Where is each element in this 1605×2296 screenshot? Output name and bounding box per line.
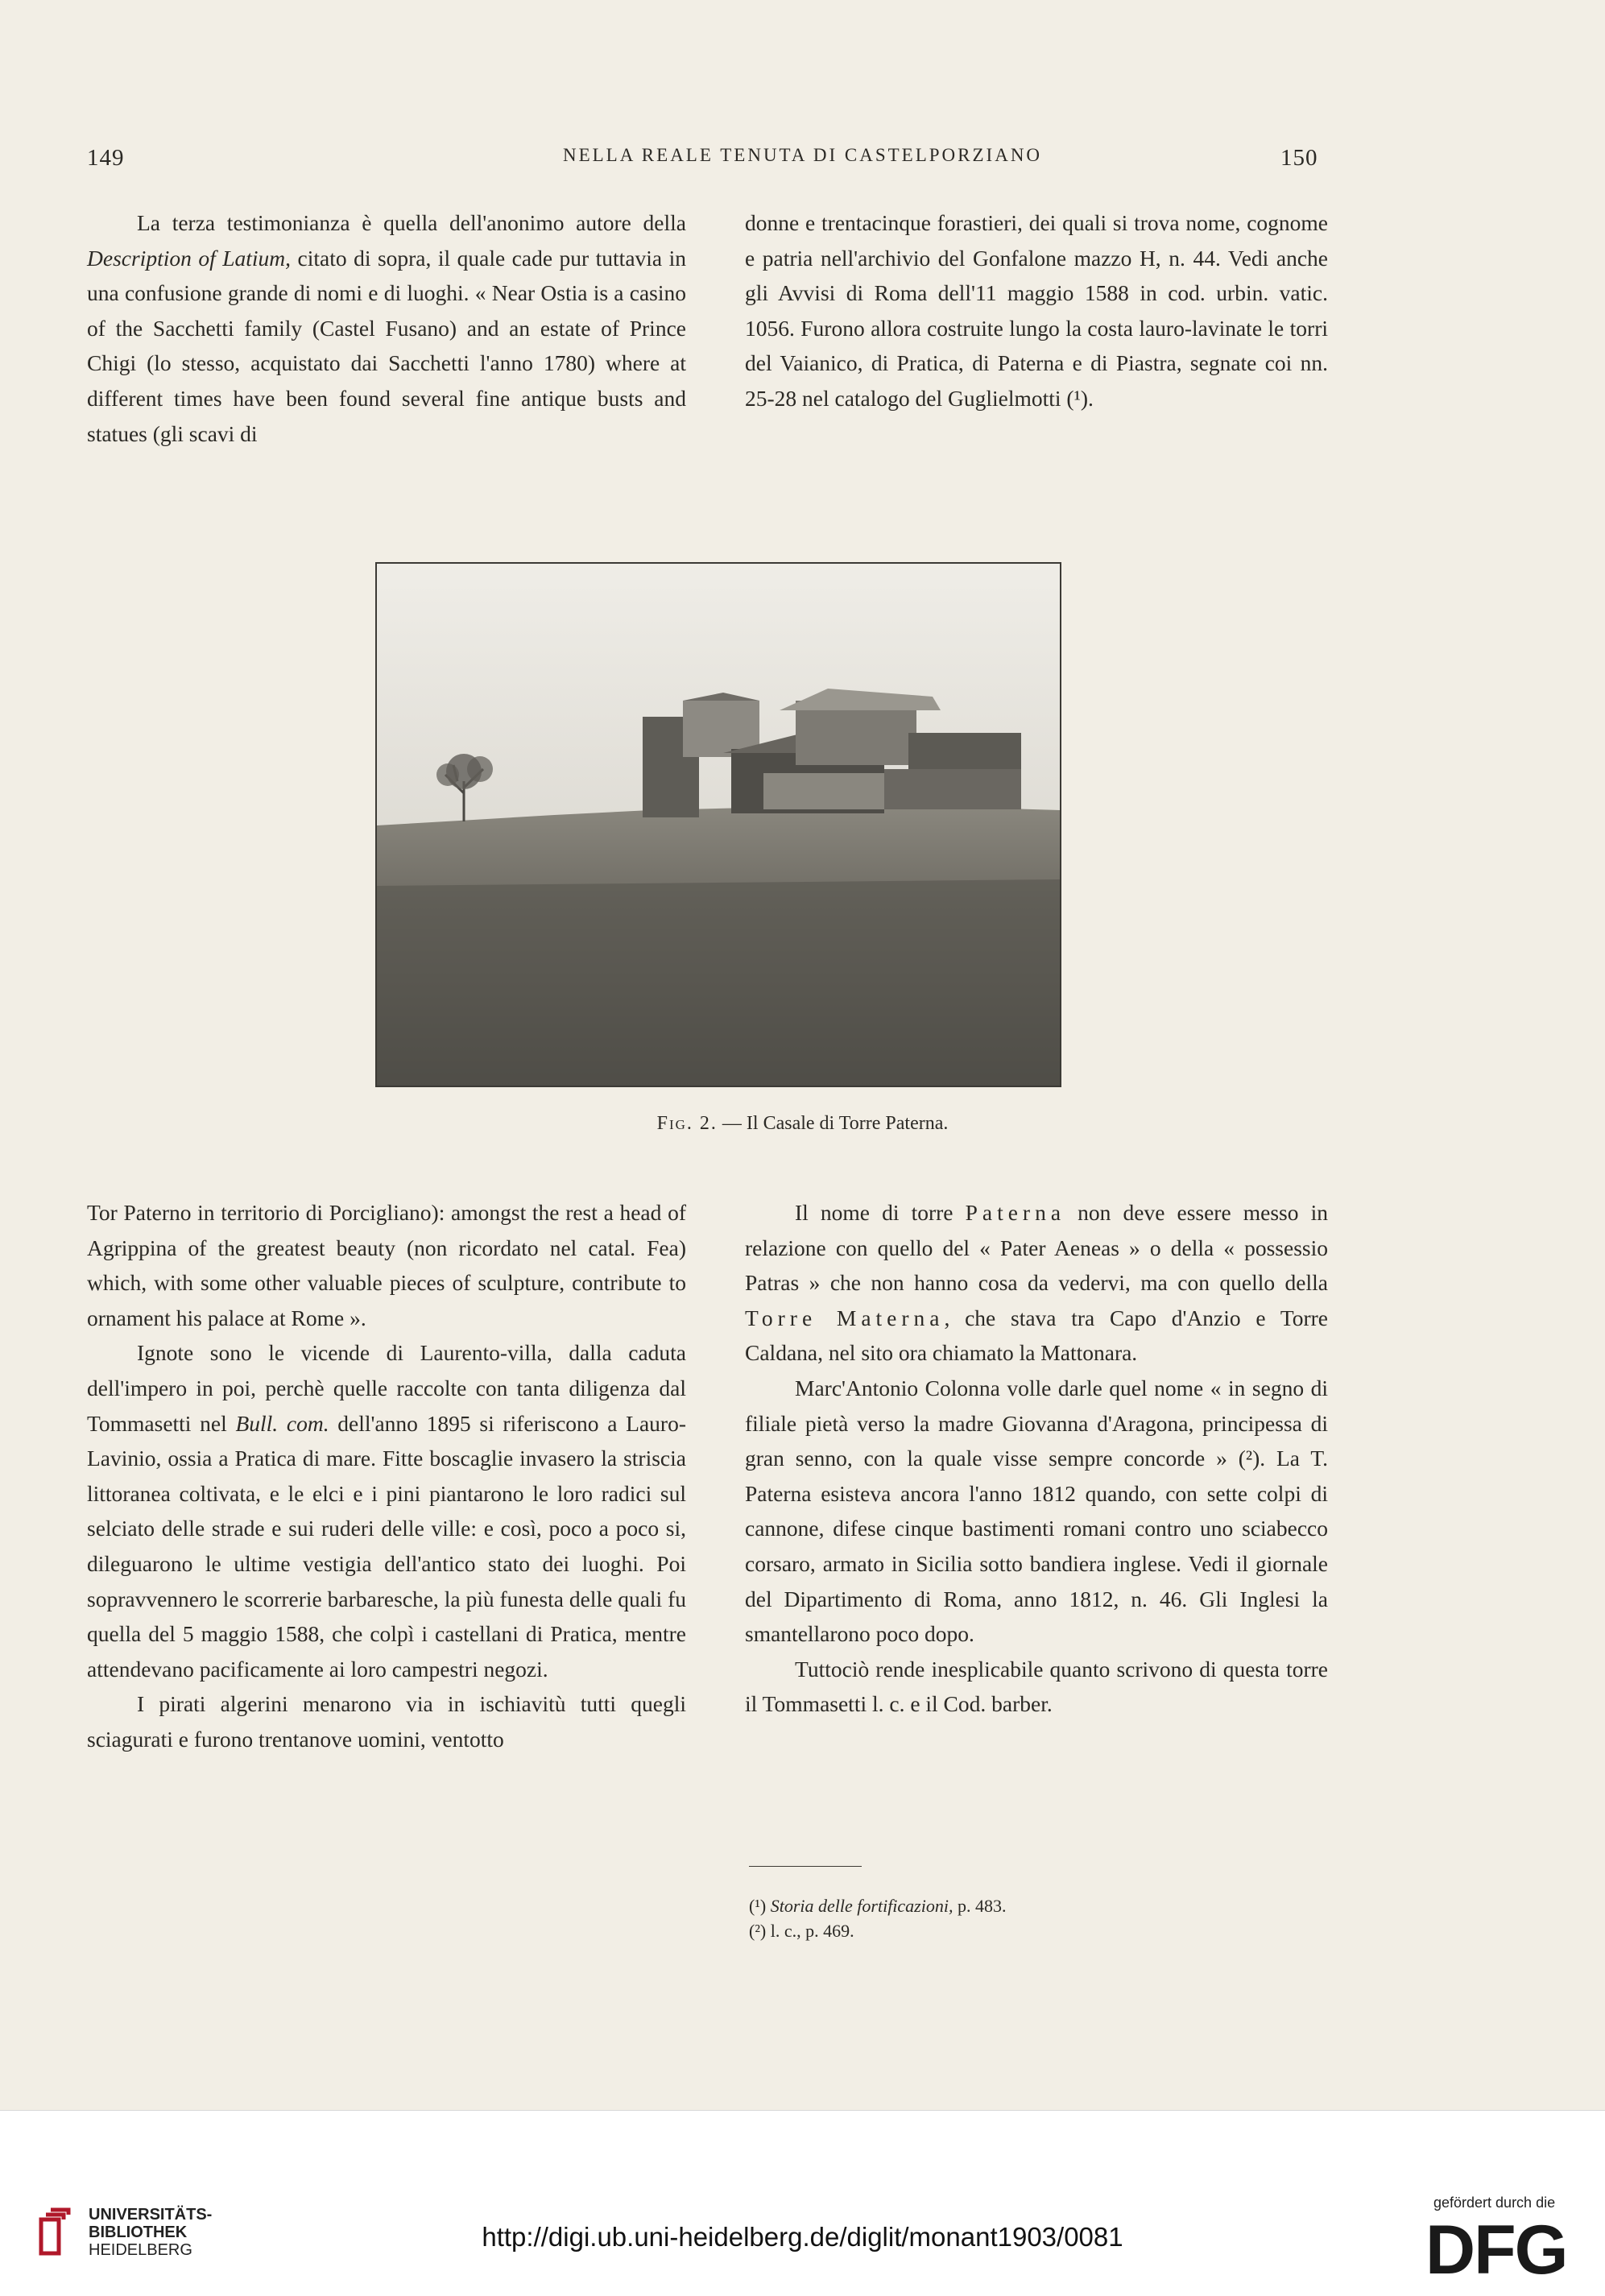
page-number-right: 150 (1280, 145, 1318, 171)
paragraph: Marc'Antonio Colonna volle darle quel nome « in segno di filiale pietà verso la madre Giovanna d'Aragona, principessa di gran senno, con la quale visse sempre concorde » (²). La T. Paterna esisteva ancora l'anno 1812 quando, con sette colpi di cannone, difese cinque bastimenti romani contro uno sciabecco corsaro, armato in Sicilia sotto bandiera inglese. Vedi il giornale del Dipartimento di Roma, anno 1812, n. 46. Gli Inglesi la smantellarono poco dopo. (745, 1375, 1328, 1647)
library-line: BIBLIOTHEK (89, 2224, 188, 2241)
library-line: HEIDELBERG (89, 2241, 192, 2259)
permalink-url[interactable]: http://digi.ub.uni-heidelberg.de/diglit/monant1903/0081 (482, 2222, 1123, 2252)
figure-label: Fig. 2. (656, 1113, 718, 1134)
footnote-rule (749, 1866, 862, 1867)
paragraph (745, 205, 1328, 416)
top-left-column (87, 205, 686, 451)
footnote-ref: (¹). (1066, 385, 1094, 411)
footnote-title: Storia delle fortificazioni, (770, 1896, 953, 1916)
footnote-text: p. 483. (953, 1896, 1007, 1916)
photograph-casale-torre-paterna (375, 562, 1061, 1087)
paragraph: Tuttociò rende inesplicabile quanto scrivono di questa torre il Tommasetti l. c. e il Cod. barber. (745, 1656, 1328, 1717)
text-run: citato di sopra, il quale cade pur tuttavia in una confusione grande di nomi e di luoghi. « Near Ostia is a casino of the Sacchetti family (Castel Fusano) and an estate of Prince Chigi (lo stesso, acquistato dai Sacchetti l'anno 1780) where at different times have been found several fine antique busts and statues (gli scavi di (87, 245, 686, 446)
spaced-name: Torre Materna (745, 1305, 945, 1330)
figure-caption (0, 1113, 1605, 1135)
text-run: non deve essere messo in relazione con quello del « Pater Aeneas » o della « possessio Patras » che non hanno cosa da vedervi, ma con quello della (745, 1200, 1328, 1296)
text-run: Il nome di torre (795, 1200, 966, 1225)
top-right-column (745, 205, 1328, 416)
footnote-1 (749, 1894, 1006, 1918)
text-run: La terza testimonianza è quella dell'anonimo autore della (137, 210, 686, 235)
funding-label: gefördert durch die (1433, 2195, 1556, 2211)
paragraph: Tor Paterno in territorio di Porcigliano): amongst the rest a head of Agrippina of the greatest beauty (non ricordato nel catal. Fea) which, with some other valuable pieces of sculpture, contribute to ornament his palace at Rome ». (87, 1200, 686, 1330)
paragraph (745, 1195, 1328, 1371)
running-title: NELLA REALE TENUTA DI CASTELPORZIANO (562, 145, 1043, 165)
text-run: Ignote sono le vicende di Laurento-villa, dalla caduta dell'impero in poi, perchè quelle raccolte con tanta diligenza dal Tommasetti nel (87, 1340, 686, 1436)
paragraph: I pirati algerini menarono via in ischiavitù tutti quegli sciagurati e furono trentanove uomini, ventotto (87, 1691, 686, 1752)
grass-texture (377, 879, 1060, 1086)
italic-title: Description of Latium, (87, 245, 292, 271)
italic-title: Bull. com. (235, 1410, 329, 1436)
paragraph (87, 205, 686, 451)
viewer-footer (0, 2110, 1605, 2296)
page-number-left: 149 (87, 145, 125, 171)
text-run: , che stava tra Capo d'Anzio e Torre Caldana, nel sito ora chiamato la Mattonara. (745, 1305, 1328, 1366)
text-run: dell'anno 1895 si riferiscono a Lauro-Lavinio, ossia a Pratica di mare. Fitte boscaglie invasero la striscia littoranea coltivata, e le elci e i pini piantarono le loro radici sul selciato delle strade e sui ruderi delle ville: e così, poco a poco si, dileguarono le ultime vestigia dell'antico stato dei luoghi. Poi sopravvennero le scorrerie barbaresche, la più funesta delle quali fu quella del 5 maggio 1588, che colpì i castellani di Pratica, mentre attendevano pacificamente ai loro campestri negozi. (87, 1410, 686, 1682)
spaced-name: Paterna (965, 1200, 1066, 1225)
figure-title: — Il Casale di Torre Paterna. (717, 1113, 949, 1134)
footnote-mark: (¹) (749, 1896, 767, 1916)
paragraph (87, 1335, 686, 1686)
footnote-2: (²) l. c., p. 469. (749, 1921, 854, 1941)
bottom-right-column (745, 1195, 1328, 1722)
dfg-logo: DFG (1425, 2211, 1567, 2289)
text-run: donne e trentacinque forastieri, dei quali si trova nome, cognome e patria nell'archivio del Gonfalone mazzo H, n. 44. Vedi anche gli Avvisi di Roma dell'11 maggio 1588 in cod. urbin. vatic. 1056. Furono allora costruite lungo la costa lauro-lavinate le torri del Vaianico, di Pratica, di Paterna e di Piastra, segnate coi nn. 25-28 nel catalogo del Guglielmotti (745, 210, 1328, 411)
bottom-left-column (87, 1195, 686, 1757)
library-line: UNIVERSITÄTS- (89, 2206, 213, 2224)
